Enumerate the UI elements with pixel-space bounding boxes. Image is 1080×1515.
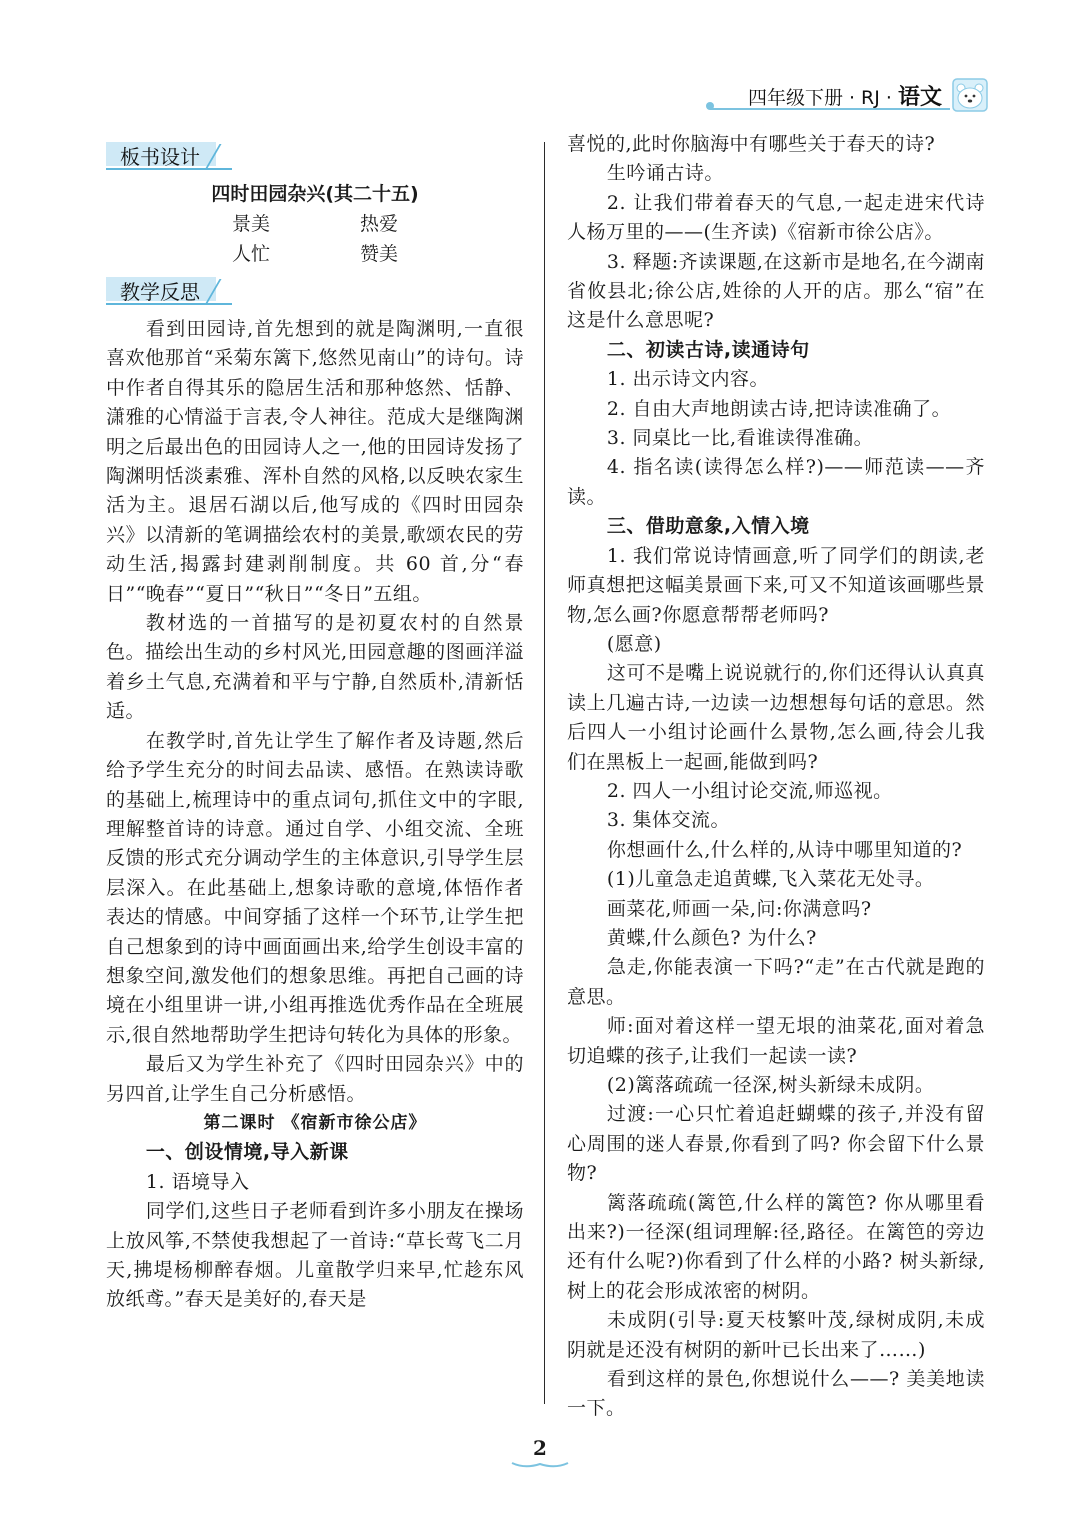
column-divider xyxy=(544,142,545,1404)
body-paragraph: 过渡:一心只忙着追赶蝴蝶的孩子,并没有留心周围的迷人春景,你看到了吗? 你会留下什么景物? xyxy=(567,1103,985,1185)
header-title xyxy=(748,80,942,111)
reflection-paragraph: 在教学时,首先让学生了解作者及诗题,然后给予学生充分的时间去品读、感悟。在熟读诗歌的基础上,梳理诗中的重点词句,抓住文中的字眼,理解整首诗的诗意。通过自学、小组交流、全班反馈的形式充分调动学生的主体意识,引导学生层层深入。在此基础上,想象诗歌的意境,体悟作者表达的情感。中间穿插了这样一个环节,让学生把自己想象到的诗中画面画出来,给学生创设丰富的想象空间,激发他们的想象思维。再把自己画的诗境在小组里讲一讲,小组再推选优秀作品在全班展示,很自然地帮助学生把诗句转化为具体的形象。 xyxy=(106,729,524,1046)
page-header xyxy=(700,78,1000,118)
body-paragraph: 你想画什么,什么样的,从诗中哪里知道的? xyxy=(606,838,963,861)
body-paragraph: 喜悦的,此时你脑海中有哪些关于春天的诗? xyxy=(567,133,936,155)
body-paragraph: 1. 我们常说诗情画意,听了同学们的朗读,老师真想把这幅美景画下来,可又不知道该画哪些景物,怎么画?你愿意帮帮老师吗? xyxy=(567,544,985,626)
left-column xyxy=(106,140,524,1315)
board-cell: 景美 xyxy=(231,213,270,235)
teaching-reflection-tag xyxy=(106,275,524,305)
reflection-paragraph: 看到田园诗,首先想到的就是陶渊明,一直很喜欢他那首“采菊东篱下,悠然见南山”的诗句。诗中作者自得其乐的隐居生活和那种悠然、恬静、潇雅的心情溢于言表,令人神往。范成大是继陶渊明之后最出色的田园诗人之一,他的田园诗发扬了陶渊明恬淡素雅、浑朴自然的风格,以反映农家生活为主。退居石湖以后,他写成的《四时田园杂兴》以清新的笔调描绘农村的美景,歌颂农民的劳动生活,揭露封建剥削制度。共 60 首,分“春日”“晚春”“夏日”“秋日”“冬日”五组。 xyxy=(106,318,524,605)
body-paragraph: 2. 让我们带着春天的气息,一起走进宋代诗人杨万里的——(生齐读)《宿新市徐公店》。 xyxy=(567,191,985,244)
section-heading: 三、借助意象,入情入境 xyxy=(606,515,810,538)
body-paragraph: (2)篱落疏疏一径深,树头新绿未成阴。 xyxy=(606,1074,935,1096)
board-title: 四时田园杂兴(其二十五) xyxy=(211,183,419,205)
lesson-title: 第二课时 《宿新市徐公店》 xyxy=(203,1112,427,1133)
polar-bear-mascot-icon xyxy=(952,78,988,112)
body-paragraph: 急走,你能表演一下吗?“走”在古代就是跑的意思。 xyxy=(567,956,985,1008)
section-heading: 一、创设情境,导入新课 xyxy=(145,1141,349,1164)
reflection-paragraph: 最后又为学生补充了《四时田园杂兴》中的另四首,让学生自己分析感悟。 xyxy=(106,1053,524,1105)
board-cell: 热爱 xyxy=(359,213,398,235)
teaching-reflection-label: 教学反思 xyxy=(120,280,200,304)
board-row xyxy=(106,239,524,269)
header-subject: 语文 xyxy=(897,85,942,110)
body-paragraph: 看到这样的景色,你想说什么——? 美美地读一下。 xyxy=(567,1368,985,1420)
body-paragraph: 2. 自由大声地朗读古诗,把诗读准确了。 xyxy=(606,397,952,420)
body-paragraph: 篱落疏疏(篱笆,什么样的篱笆? 你从哪里看出来?)一径深(组词理解:径,路径。在篱笆的旁边还有什么呢?)你看到了什么样的小路? 树头新绿,树上的花会形成浓密的树阴。 xyxy=(567,1191,985,1302)
body-paragraph: 生吟诵古诗。 xyxy=(606,162,724,185)
body-paragraph: 未成阴(引导:夏天枝繁叶茂,绿树成阴,未成阴就是还没有树阴的新叶已长出来了……) xyxy=(567,1309,985,1361)
body-paragraph: 这可不是嘴上说说就行的,你们还得认认真真读上几遍古诗,一边读一边想想每句话的意思。然后四人一小组讨论画什么景物,怎么画,待会儿我们在黑板上一起画,能做到吗? xyxy=(567,662,985,773)
reflection-paragraph: 教材选的一首描写的是初夏农村的自然景色。描绘出生动的乡村风光,田园意趣的图画洋溢着乡土气息,充满着和平与宁静,自然质朴,清新恬适。 xyxy=(106,612,524,723)
header-grade: 四年级下册 · RJ · xyxy=(747,87,898,109)
body-paragraph: (愿意) xyxy=(606,632,662,655)
page-number-wave-icon xyxy=(510,1460,570,1470)
board-design-label: 板书设计 xyxy=(120,145,200,169)
step-item: 1. 语境导入 xyxy=(145,1170,250,1193)
header-dot xyxy=(706,102,714,110)
body-paragraph: 3. 释题:齐读课题,在这新市是地名,在今湖南省攸县北;徐公店,姓徐的人开的店。那么“宿”在这是什么意思呢? xyxy=(567,250,985,332)
body-paragraph: 黄蝶,什么颜色? 为什么? xyxy=(606,926,817,949)
body-paragraph: 1. 出示诗文内容。 xyxy=(606,368,770,391)
body-paragraph: 师:面对着这样一望无垠的油菜花,面对着急切追蝶的孩子,让我们一起读一读? xyxy=(567,1015,985,1067)
intro-paragraph: 同学们,这些日子老师看到许多小朋友在操场上放风筝,不禁使我想起了一首诗:“草长莺飞二月天,拂堤杨柳醉春烟。儿童散学归来早,忙趁东风放纸鸢。”春天是美好的,春天是 xyxy=(106,1200,524,1311)
body-paragraph: 2. 四人一小组讨论交流,师巡视。 xyxy=(606,779,893,802)
body-paragraph: 3. 同桌比一比,看谁读得准确。 xyxy=(606,427,874,450)
board-cell: 赞美 xyxy=(359,243,398,265)
body-paragraph: 画菜花,师画一朵,问:你满意吗? xyxy=(606,897,872,920)
board-design-tag xyxy=(106,140,524,170)
right-column xyxy=(567,130,985,1424)
body-paragraph: 3. 集体交流。 xyxy=(606,809,731,832)
page-number: 2 xyxy=(533,1436,547,1460)
board-row xyxy=(106,209,524,239)
board-cell: 人忙 xyxy=(231,243,270,265)
body-paragraph: 4. 指名读(读得怎么样?)——师范读——齐读。 xyxy=(567,456,985,508)
section-heading: 二、初读古诗,读通诗句 xyxy=(606,338,810,361)
body-paragraph: (1)儿童急走追黄蝶,飞入菜花无处寻。 xyxy=(606,868,935,891)
